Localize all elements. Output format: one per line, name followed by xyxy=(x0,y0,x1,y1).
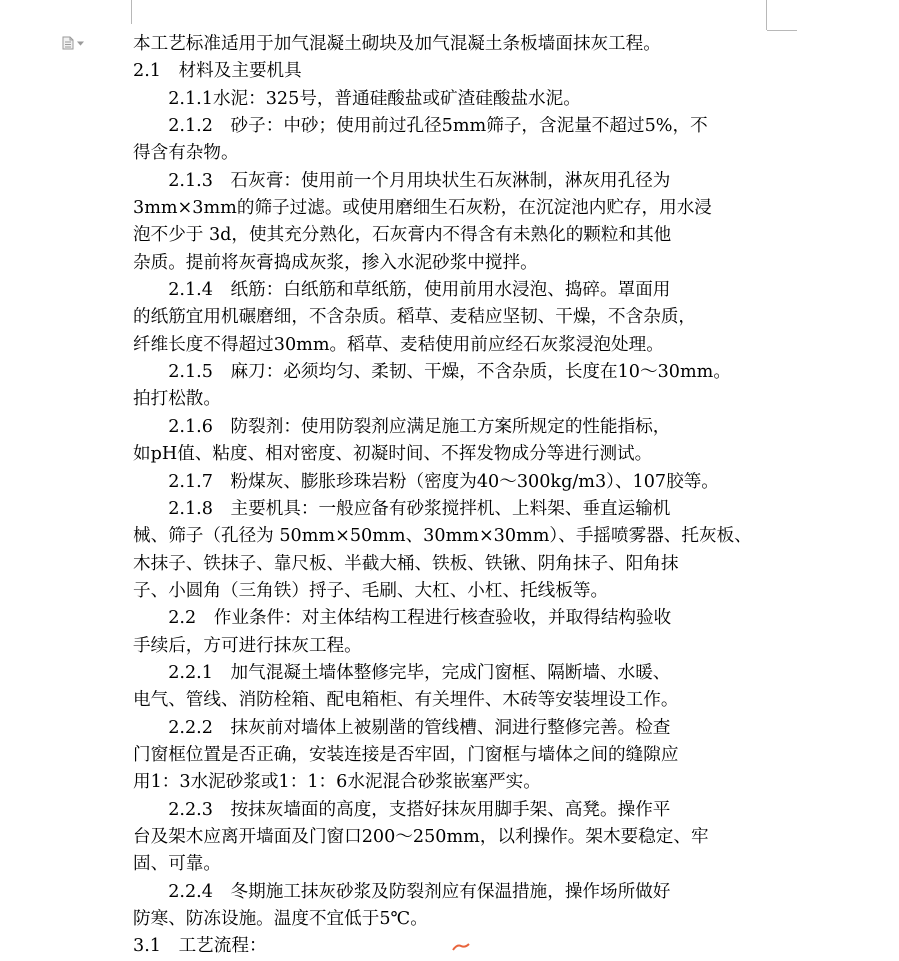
paragraph-line: 手续后，方可进行抹灰工程。 xyxy=(133,635,362,656)
paragraph-line: 2.1.4 纸筋：白纸筋和草纸筋，使用前用水浸泡、捣碎。罩面用 xyxy=(133,280,671,301)
paragraph-line: 2.2 作业条件：对主体结构工程进行核查验收，并取得结构验收 xyxy=(133,608,672,629)
document-body[interactable] xyxy=(133,31,773,961)
paragraph-line: 纤维长度不得超过30mm。稻草、麦秸使用前应经石灰浆浸泡处理。 xyxy=(133,334,664,355)
paragraph-line: 2.2.1 加气混凝土墙体整修完毕，完成门窗框、隔断墙、水暖、 xyxy=(133,662,671,683)
paragraph-line: 固、可靠。 xyxy=(133,854,221,875)
paragraph-line: 杂质。提前将灰膏捣成灰浆，掺入水泥砂浆中搅拌。 xyxy=(133,252,538,273)
paragraph-line: 门窗框位置是否正确，安装连接是否牢固，门窗框与墙体之间的缝隙应 xyxy=(133,744,679,765)
paragraph-line: 3mm×3mm的筛子过滤。或使用磨细生石灰粉，在沉淀池内贮存，用水浸 xyxy=(133,198,712,219)
paragraph-line: 如pH值、粘度、相对密度、初凝时间、不挥发物成分等进行测试。 xyxy=(133,444,653,465)
chevron-down-icon xyxy=(77,41,84,46)
paragraph-line: 2.1.6 防裂剂：使用防裂剂应满足施工方案所规定的性能指标， xyxy=(133,416,671,437)
paragraph-line: 用1：3水泥砂浆或1：1：6水泥混合砂浆嵌塞严实。 xyxy=(133,772,541,793)
paragraph-line: 电气、管线、消防栓箱、配电箱柜、有关埋件、木砖等安装埋设工作。 xyxy=(133,690,679,711)
paragraph-options-button[interactable] xyxy=(62,36,88,50)
paragraph-line: 2.1.2 砂子：中砂；使用前过孔径5mm筛子，含泥量不超过5%，不 xyxy=(133,116,708,137)
paragraph-line: 2.2.3 按抹灰墙面的高度，支搭好抹灰用脚手架、高凳。操作平 xyxy=(133,799,671,820)
paragraph-line: 的纸筋宜用机碾磨细，不含杂质。稻草、麦秸应坚韧、干燥，不含杂质， xyxy=(133,307,697,328)
paragraph-line: 台及架木应离开墙面及门窗口200～250mm，以利操作。架木要稳定、牢 xyxy=(133,826,709,847)
paragraph-line: 2.1.5 麻刀：必须均匀、柔韧、干燥，不含杂质，长度在10～30mm。 xyxy=(133,362,731,383)
section-heading: 3.1 工艺流程： xyxy=(133,936,267,957)
paragraph-line: 2.2.2 抹灰前对墙体上被剔凿的管线槽、洞进行整修完善。检查 xyxy=(133,717,671,738)
paragraph-line: 木抹子、铁抹子、靠尺板、半截大桶、铁板、铁锹、阴角抹子、阳角抹 xyxy=(133,553,679,574)
paragraph-line: 2.2.4 冬期施工抹灰砂浆及防裂剂应有保温措施，操作场所做好 xyxy=(133,881,671,902)
paragraph-line: 械、筛子（孔径为 50mm×50mm、30mm×30mm）、手摇喷雾器、托灰板、 xyxy=(133,526,752,547)
paragraph-line: 2.1.3 石灰膏：使用前一个月用块状生石灰淋制，淋灰用孔径为 xyxy=(133,170,671,191)
paragraph-line: 2.1.1水泥：325号，普通硅酸盐或矿渣硅酸盐水泥。 xyxy=(133,88,581,109)
section-heading: 2.1 材料及主要机具 xyxy=(133,61,302,82)
paragraph-line: 防寒、防冻设施。温度不宜低于5℃。 xyxy=(133,909,428,929)
page-edge-marker xyxy=(452,936,470,944)
page-margin-guide-top-left xyxy=(131,0,132,24)
paragraph-line: 2.1.8 主要机具：一般应备有砂浆搅拌机、上料架、垂直运输机 xyxy=(133,498,671,519)
document-paragraph-icon xyxy=(62,36,74,50)
paragraph-line: 本工艺标准适用于加气混凝土砌块及加气混凝土条板墙面抹灰工程。 xyxy=(133,34,661,54)
paragraph-line: 2.1.7 粉煤灰、膨胀珍珠岩粉（密度为40～300kg/m3）、107胶等。 xyxy=(133,471,719,492)
paragraph-line: 子、小圆角（三角铁）捋子、毛刷、大杠、小杠、托线板等。 xyxy=(133,580,609,601)
paragraph-line: 泡不少于 3d，使其充分熟化，石灰膏内不得含有未熟化的颗粒和其他 xyxy=(133,225,672,246)
page-margin-guide-top-right-vertical xyxy=(766,0,767,30)
paragraph-line: 拍打松散。 xyxy=(133,389,221,410)
paragraph-line: 得含有杂物。 xyxy=(133,143,239,164)
